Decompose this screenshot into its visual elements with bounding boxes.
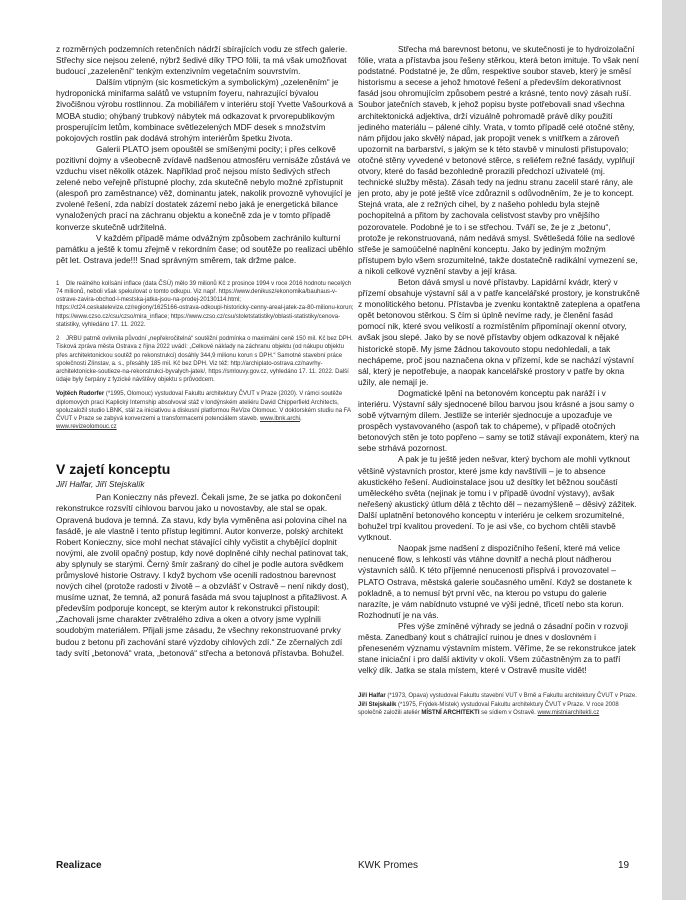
footnote: [56, 280, 356, 329]
right-column: [358, 44, 640, 717]
author-link[interactable]: www.mistniarchitekti.cz: [537, 709, 600, 716]
paragraph: Pan Konieczny nás převezl. Čekali jsme, že se jatka po dokončení rekonstrukce rozsvítí cihlovou barvou jako u novostavby, ale stal se opak. Opravená budova je temná. Za stavu, kdy byla vyměněna asi polovina cihel na fasádě, je ale vlastně i tento přístup legitimní. Autor konverze, polský architekt Robert Konieczny, sice mohl nechat stávající cihly vyčistit a chybějící doplnit novými, ale zvolil opačný postup, kdy nové doplněné cihly nechal patinovat tak, aby splynuly se starými. Černý šmír zašraný do cihel je podle autora svědkem průmyslové historie Ostravy. I když bychom vše ocenili radostnou barevnost nových cihel (protože radosti v životě – a obzvlášť v Ostravě – není nikdy dost), musíme uznat, že temná, až ponurá fasáda má svou tajuplnost a přitažlivost. A především podporuje koncept, se kterým autor k rekonstrukci přistoupil: „Zachovali jsme charakter zvětralého zdiva a oken a otvory jsme vyplnili soudobým materiálem. Přijali jsme zásadu, že všechny rekonstruované prvky budou z betonu při zachování staré výzdoby cihlových zdí.“ Ze zčernalých zdí tady svítí „betonová“ vrata, „betonová“ střecha a betonová přístavba. Bohužel.: [56, 492, 349, 658]
author-bio-text: (*1973, Opava) vystudoval Fakultu stavební VUT v Brně a Fakultu architektury ČVUT v Praze.: [385, 693, 637, 700]
author-bio-text: (*1975, Frýdek-Místek) vystudoval Fakultu architektury ČVUT v Praze. V roce 2008 společně založili ateliér: [358, 701, 619, 716]
author-bio-text: (*1995, Olomouc) vystudoval Fakultu architektury ČVUT v Praze (2020). V rámci soutěže diplomových prací Kaplický Internship absolvoval stáž v londýnském ateliéru David Chipperfield Architects, spoluzaložil studio LBNK, stál za iniciativou a diskusní platformou ReVize Olomouc. V doktorském studiu na FA ČVUT v Praze se zabývá konverzemi a transformacemi potenciálem staveb.: [56, 391, 351, 422]
author-bio-text: se sídlem v Ostravě.: [479, 709, 538, 716]
footnote-text: Dle reálného kolísání inflace (data ČSÚ) mělo 39 milionů Kč z prosince 1994 v roce 2016 hodnotu necelých 74 milionů, neboli však spekulovat o tomto odkupu. Viz např. https://www.denikusz/ekonomika/bauhaus-v-ostrave-zavira-obchod-l-mestska-jatka-jsou-na-prodej-20130114.html; https://ct24.ceskatelevize.cz/regiony/1625166-ostrava-odkoupi-historicky-cenny-areal-jatek-za-80-milionu-korun; https://www.czso.cz/csu/czso/mira_inflace; https://www.czso.cz/csu/stoletstatistiky/oblasti-statistiky/cenova-statistiky, vyhledáno 17. 11. 2022.: [56, 280, 354, 328]
footnote-text: JRBU patrně ovlivnila původní „nepřekročitelná“ soutěžní podmínka o maximální ceně 150 mil. Kč bez DPH. Tisková zpráva města Ostrava z října 2022 uvádí: „Celkové náklady na záchranu objektu (od nákupu objektu přes architektonickou soutěž po rekonstrukci) dosáhly 344,9 milionu korun s DPH.“ Samotné stavební práce společnosti Zlínstav, a. s., přesáhly 185 mil. Kč bez DPH. Viz též: http://archiplato-ostrava.cz/navrhy-architektonicke-soutieze-na-rekonstrukci-byvalych-jatek/, https://smlouvy.gov.cz, vyhledáno 17. 11. 2022. Další údaje byly čerpány z fyzické návštěvy objektu s průvodcem.: [56, 336, 353, 384]
author-bio: [358, 692, 640, 717]
footnote-number: 1: [56, 280, 60, 287]
paragraph: Dalším vtipným (sic kosmetickým a symbolickým) „ozeleněním“ je hydroponická minifarma salátů ve vstupním foyeru, nahrazující bývalou živočišnou výrobu rostlinnou. Za mobiliářem v interiéru stojí Yvette Vašourková a MOBA studio; ohýbaný trubkový nábytek má odkazovat k prvorepublikovým prosperujícím letům, kombinace světlezelených MDF desek s množstvím pokojových rostlin pak dodává strohým interiérům špetku života.: [56, 77, 353, 143]
page-number: 19: [618, 860, 630, 871]
author-name: Vojtěch Rudorfer: [56, 391, 105, 398]
paragraph: Beton dává smysl u nové přístavby. Lapidární kvádr, který v přízemí obsahuje výstavní sál a v patře kancelářské prostory, je konstrukčně z monolitického betonu. Přístavba je zvenku kontaktně zateplena a opatřena opět betonovou stěrkou. S čím si úplně nevíme rady, je členění fasád pomocí nik, které svou velikostí a rozmístěním připomínají okenní otvory, avšak jsou slepé. Jako by se nové přístavby objem odkazoval k nějaké historické stopě. My jsme žádnou takovouto stopu nedohledali, a tak nechápeme, proč jsou naznačena okna v přízemí, kde se nachází výstavní sál, který je nepotřebuje, a naopak kancelářské prostory v patře by okna užily, ale nemají je.: [358, 276, 641, 387]
author-bio: Vojtěch Rudorfer (*1995, Olomouc) vystudoval Fakultu architektury ČVUT v Praze (2020). V rámci soutěže diplomových prací Kaplický Internship absolvoval stáž v londýnském ateliéru David Chipperfield Architects, spoluzaložil studio LBNK, stál za iniciativou a diskusní platformou ReVize Olomouc. V doktorském studiu na FA ČVUT v Praze se zabývá konverzemi a transformacemi potenciálem staveb. www.lbnk.archi, www.revizeolomouc.cz: [56, 391, 351, 431]
paragraph: A pak je tu ještě jeden nešvar, který bychom ale mohli vytknout většině výstavních prostor, které jsme kdy navštívili – je to absence akustického řešení. Audioinstalace jsou už desítky let běžnou součástí uměleckého světa (nejinak je tomu i v případě úvodní výstavy), avšak neřešený akustický útlum dělá z těchto děl – nezamýšleně – děsivý zážitek. Další uplatnění betonového konceptu v interiéru je celkem srozumitelné, bohužel trpí kvalitou provedení. To je asi vše, co bychom chtěli stavbě vytknout.: [358, 454, 637, 543]
paragraph: Naopak jsme nadšení z dispozičního řešení, které má velice nenucené flow, s lehkostí vás vtáhne dovnitř a nechá plout nádherou výstavních sálů. K této příjemné nenucenosti přispívá i provozovatel – PLATO Ostrava, městská galerie současného umění. Když se dostanete k pokladně, a to nemusí být první věc, na kterou po vstupu do galerie narazíte, je vám nabídnuto vstupné ve výši jedné, třicetí nebo sta korun. Rozhodnutí je na vás.: [358, 543, 632, 620]
footnote: [56, 335, 356, 384]
paragraph: Přes výše zmíněné výhrady se jedná o zásadní počin v rozvoji města. Zanedbaný kout s chátrající ruinou je dnes v doslovném i přeneseném významu výstavním místem. Věříme, že se rekonstrukce jatek stane iniciační i pro další aktivity v okolí. Všem zúčastněným za to patří velký dík. Jatka se stala místem, které v Ostravě musíte vidět!: [358, 620, 636, 676]
section-authors: Jiří Halfar, Jiří Stejskalík: [56, 479, 145, 490]
paragraph: V každém případě máme odvážným způsobem zachránilo kulturní památku a ještě k tomu zřejmě v rekordním čase; od soutěže po realizaci uběhlo pět let. Ostrava jede!!! Snad správným směrem, tak držme palce.: [56, 232, 354, 265]
left-column: [56, 44, 356, 659]
paragraph: Dogmatické lpění na betonovém konceptu pak naráží i v interiéru. Výstavní sály sjednocené bílou barvou jsou krásné a jsou samy o sobě výtvarným dílem. Jestliže se interiér sjednocuje a upozaďuje ve prospěch vystavovaného (aspoň tak to chápeme), v případě otočných betonových stěn je toto popřeno – samy se totiž stávají exponátem, který na sebe strhává pozornost.: [358, 387, 640, 454]
author-name: Jiří Halfar: [358, 693, 386, 700]
section-title: V zajetí konceptu: [56, 461, 171, 478]
author-link[interactable]: www.revizeolomouc.cz: [56, 424, 117, 431]
footer-article-title: KWK Promes: [358, 860, 419, 871]
author-name: Jiří Stejskalík: [358, 701, 397, 708]
studio-name: MÍSTNÍ ARCHITEKTI: [421, 709, 480, 716]
author-link[interactable]: www.lbnk.archi: [259, 415, 300, 422]
footnote-number: 2: [56, 336, 60, 343]
paragraph: z rozměrných podzemních retenčních nádrží sbírajících vodu ze střech galerie. Střechy sice nejsou zelené, nýbrž šedivé díky TPO fólii, ta má však umožňovat budoucí „zazelenění“ tenkým extenzivním vegetačním souvrstvím.: [56, 44, 348, 77]
footer-section-label: Realizace: [56, 860, 102, 871]
paragraph: Střecha má barevnost betonu, ve skutečnosti je to hydroizolační fólie, vrata a přístavba jsou řešeny stěrkou, která beton imituje. To však není podstatné. Podstatné je, že dům, respektive soubor staveb, který je směsí historismu a secese a jehož hmotové řešení a především dekorativnost fasád jsou ohromujícím způsobem pestré a krásné, tento nový zásah ruší. Soubor jatečních staveb, k jehož popisu byste potřebovali snad všechna architektonická adjektiva, drží vizuálně pohromadě právě díky použití jediného materiálu – pálené cihly. Vrata, v tomto případě celé otočné stěny, nám přijdou jako skvělý nápad, jak propojit venek s vnitřkem a zároveň upozornit na barbarství, s jakým se k této stavbě v minulosti přistupovalo; otočné stěny vyvedené v betonové stěrce, s reliéfem režné fasády, vyplňují otvory, které do fasád bezohledně prorazili předchozí uživatelé (mj. technické služby města). Zásah tedy na jednu stranu zacelil staré rány, ale jen proto, aby je poté ještě více zdůraznil s odůvodněním, že je to koncept. Stejná vrata, ale z režných cihel, by z našeho pohledu byla stejně pochopitelná a přitom by zachovala celistvost stavby pro vnějšího pozorovatele. Podobné je to i se střechou. Tváří se, že je z „betonu“, protože je rekonstruovaná, nám nedává smysl. Světlešedá fólie na sedlové střeše je samoúčelné naplnění konceptu. Jako by jediným možným přístupem bylo všem srozumitelné, takže dostatečně radikální vymezení se, a nikoli celkové vyznění stavby a její krása.: [358, 44, 639, 276]
paragraph: Galerii PLATO jsem opouštěl se smíšenými pocity; i přes celkově pozitivní dojmy a všeobecně zvídavě nadšenou atmosféru vernisáže zůstává ve vzduchu viset několik otázek. Například proč nejsou místo šedivých střech zelené nebo veřejně přístupné plochy, zda skutečně nebylo možné zpřístupnit (alespoň pro zaměstnance) věž, dominantu jatek, nakolik provozně vyhovující je zvolené řešení, zda nabízí dostatek zázemí nebo jaká je energetická bilance vynaložených prací na záchranu objektu a konečně zda je v tomto případě konverze skutečně udržitelná.: [56, 143, 352, 232]
side-band: [662, 0, 686, 900]
